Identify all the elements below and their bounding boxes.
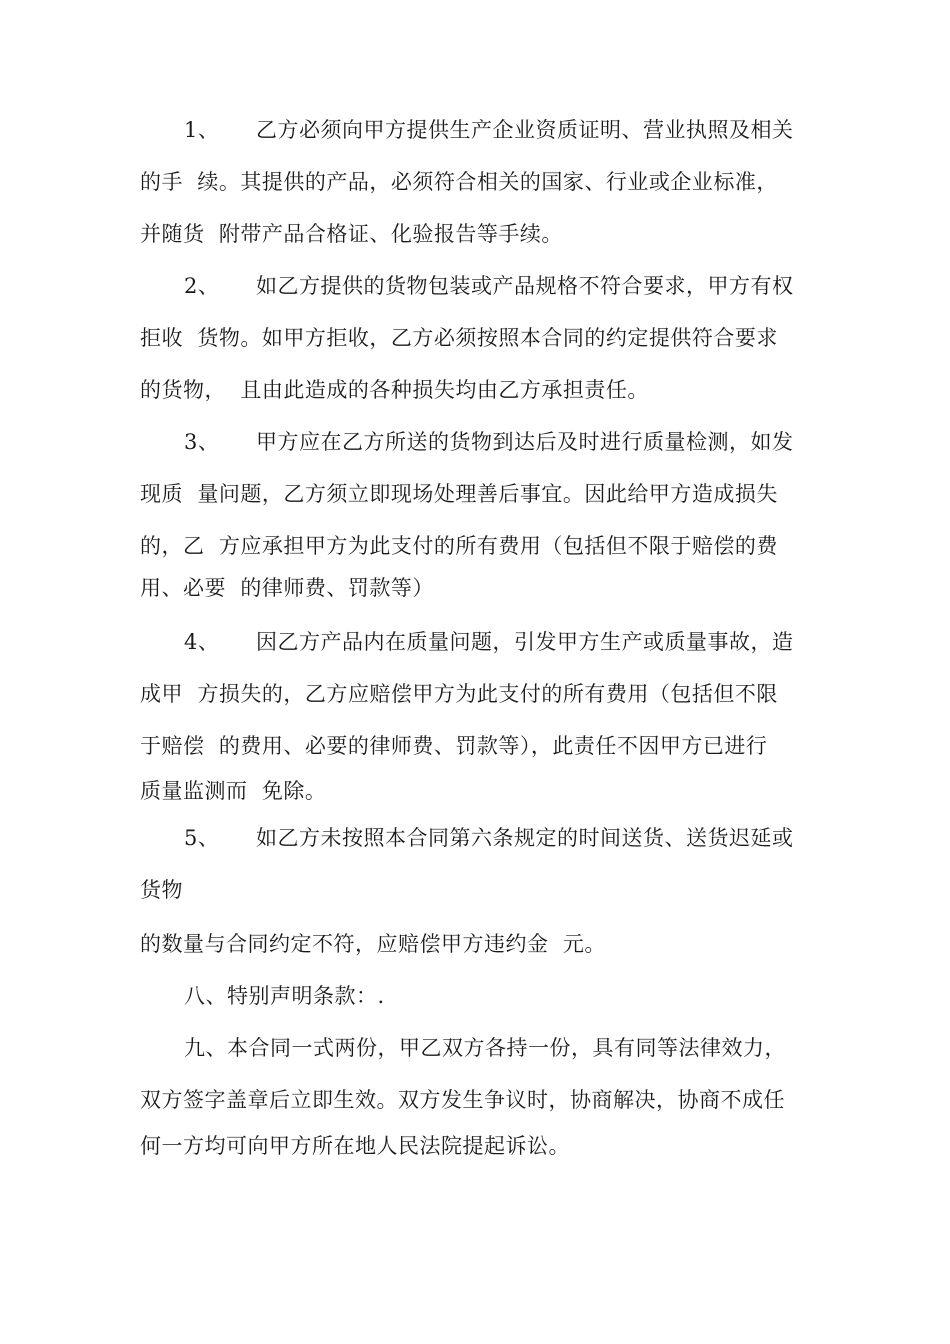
clause-1-text: 乙方必须向甲方提供生产企业资质证明、营业执照及相关 (256, 118, 794, 142)
clause-2-text: 如乙方提供的货物包装或产品规格不符合要求，甲方有权 (256, 274, 794, 298)
clause-5-text: 如乙方未按照本合同第六条规定的时间送货、送货迟延或 (256, 826, 794, 850)
clause-4-text: 因乙方产品内在质量问题，引发甲方生产或质量事故，造 (256, 630, 794, 654)
clause-2-number: 2、 (184, 274, 220, 298)
clause-1-first-line (184, 115, 794, 145)
section-9-line-2: 双方签字盖章后立即生效。双方发生争议时，协商解决，协商不成任 (140, 1088, 785, 1112)
clause-5-number: 5、 (184, 826, 220, 850)
clause-3-text: 甲方应在乙方所送的货物到达后及时进行质量检测，如发 (256, 430, 794, 454)
clause-3-line-3: 的，乙 方应承担甲方为此支付的所有费用（包括但不限于赔偿的费 (140, 534, 778, 558)
clause-3-line-4: 用、必要 的律师费、罚款等） (140, 576, 434, 600)
clause-1-line-2: 的手 续。其提供的产品，必须符合相关的国家、行业或企业标准， (140, 170, 778, 194)
clause-1-number: 1、 (184, 118, 220, 142)
clause-2-line-3: 的货物， 且由此造成的各种损失均由乙方承担责任。 (140, 378, 649, 402)
clause-5-line-2: 货物 (140, 878, 183, 902)
clause-1-line-3: 并随货 附带产品合格证、化验报告等手续。 (140, 222, 563, 246)
clause-3-first-line (184, 427, 794, 457)
clause-4-line-3: 于赔偿 的费用、必要的律师费、罚款等），此责任不因甲方已进行 (140, 734, 768, 758)
clause-2-first-line (184, 271, 794, 301)
section-9-line-3: 何一方均可向甲方所在地人民法院提起诉讼。 (140, 1134, 570, 1158)
clause-2-line-2: 拒收 货物。如甲方拒收，乙方必须按照本合同的约定提供符合要求 (140, 326, 778, 350)
section-8-heading: 八、特别声明条款：. (184, 984, 385, 1008)
section-9-first-line: 九、本合同一式两份，甲乙双方各持一份，具有同等法律效力， (184, 1036, 786, 1060)
clause-4-number: 4、 (184, 630, 220, 654)
clause-5-first-line (184, 823, 794, 853)
clause-3-line-2: 现质 量问题，乙方须立即现场处理善后事宜。因此给甲方造成损失 (140, 482, 778, 506)
clause-3-number: 3、 (184, 430, 220, 454)
clause-5-line-3: 的数量与合同约定不符，应赔偿甲方违约金 元。 (140, 932, 606, 956)
clause-4-line-2: 成甲 方损失的，乙方应赔偿甲方为此支付的所有费用（包括但不限 (140, 682, 778, 706)
clause-4-first-line (184, 627, 794, 657)
clause-4-line-4: 质量监测而 免除。 (140, 779, 327, 803)
